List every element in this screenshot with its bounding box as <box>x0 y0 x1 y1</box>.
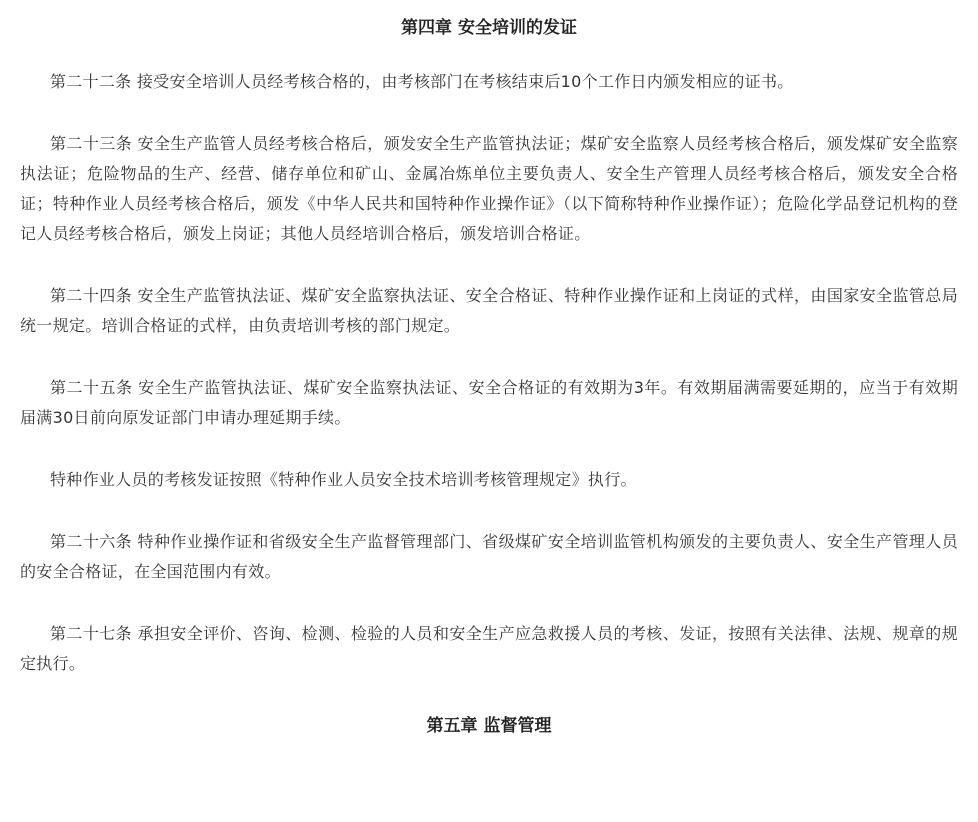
special-operations-note: 特种作业人员的考核发证按照《特种作业人员安全技术培训考核管理规定》执行。 <box>50 470 637 489</box>
article-25: 第二十五条 安全生产监管执法证、煤矿安全监察执法证、安全合格证的有效期为3年。有效期届满需要延期的，应当于有效期届满30日前向原发证部门申请办理延期手续。 <box>20 378 958 427</box>
article-23: 第二十三条 安全生产监管人员经考核合格后，颁发安全生产监管执法证；煤矿安全监察人员经考核合格后，颁发煤矿安全监察执法证；危险物品的生产、经营、储存单位和矿山、金属冶炼单位主要负责人、安全生产管理人员经考核合格后，颁发安全合格证；特种作业人员经考核合格后，颁发《中华人民共和国特种作业操作证》（以下简称特种作业操作证）；危险化学品登记机构的登记人员经考核合格后，颁发上岗证；其他人员经培训合格后，颁发培训合格证。 <box>20 134 958 243</box>
article-27: 第二十七条 承担安全评价、咨询、检测、检验的人员和安全生产应急救援人员的考核、发证，按照有关法律、法规、规章的规定执行。 <box>20 624 958 673</box>
article-26: 第二十六条 特种作业操作证和省级安全生产监督管理部门、省级煤矿安全培训监管机构颁发的主要负责人、安全生产管理人员的安全合格证，在全国范围内有效。 <box>20 532 958 581</box>
chapter-5-title: 第五章 监督管理 <box>426 716 552 736</box>
article-24: 第二十四条 安全生产监管执法证、煤矿安全监察执法证、安全合格证、特种作业操作证和上岗证的式样，由国家安全监管总局统一规定。培训合格证的式样，由负责培训考核的部门规定。 <box>20 286 958 335</box>
chapter-4-title: 第四章 安全培训的发证 <box>401 18 577 38</box>
article-22: 第二十二条 接受安全培训人员经考核合格的，由考核部门在考核结束后10个工作日内颁发相应的证书。 <box>50 72 794 91</box>
